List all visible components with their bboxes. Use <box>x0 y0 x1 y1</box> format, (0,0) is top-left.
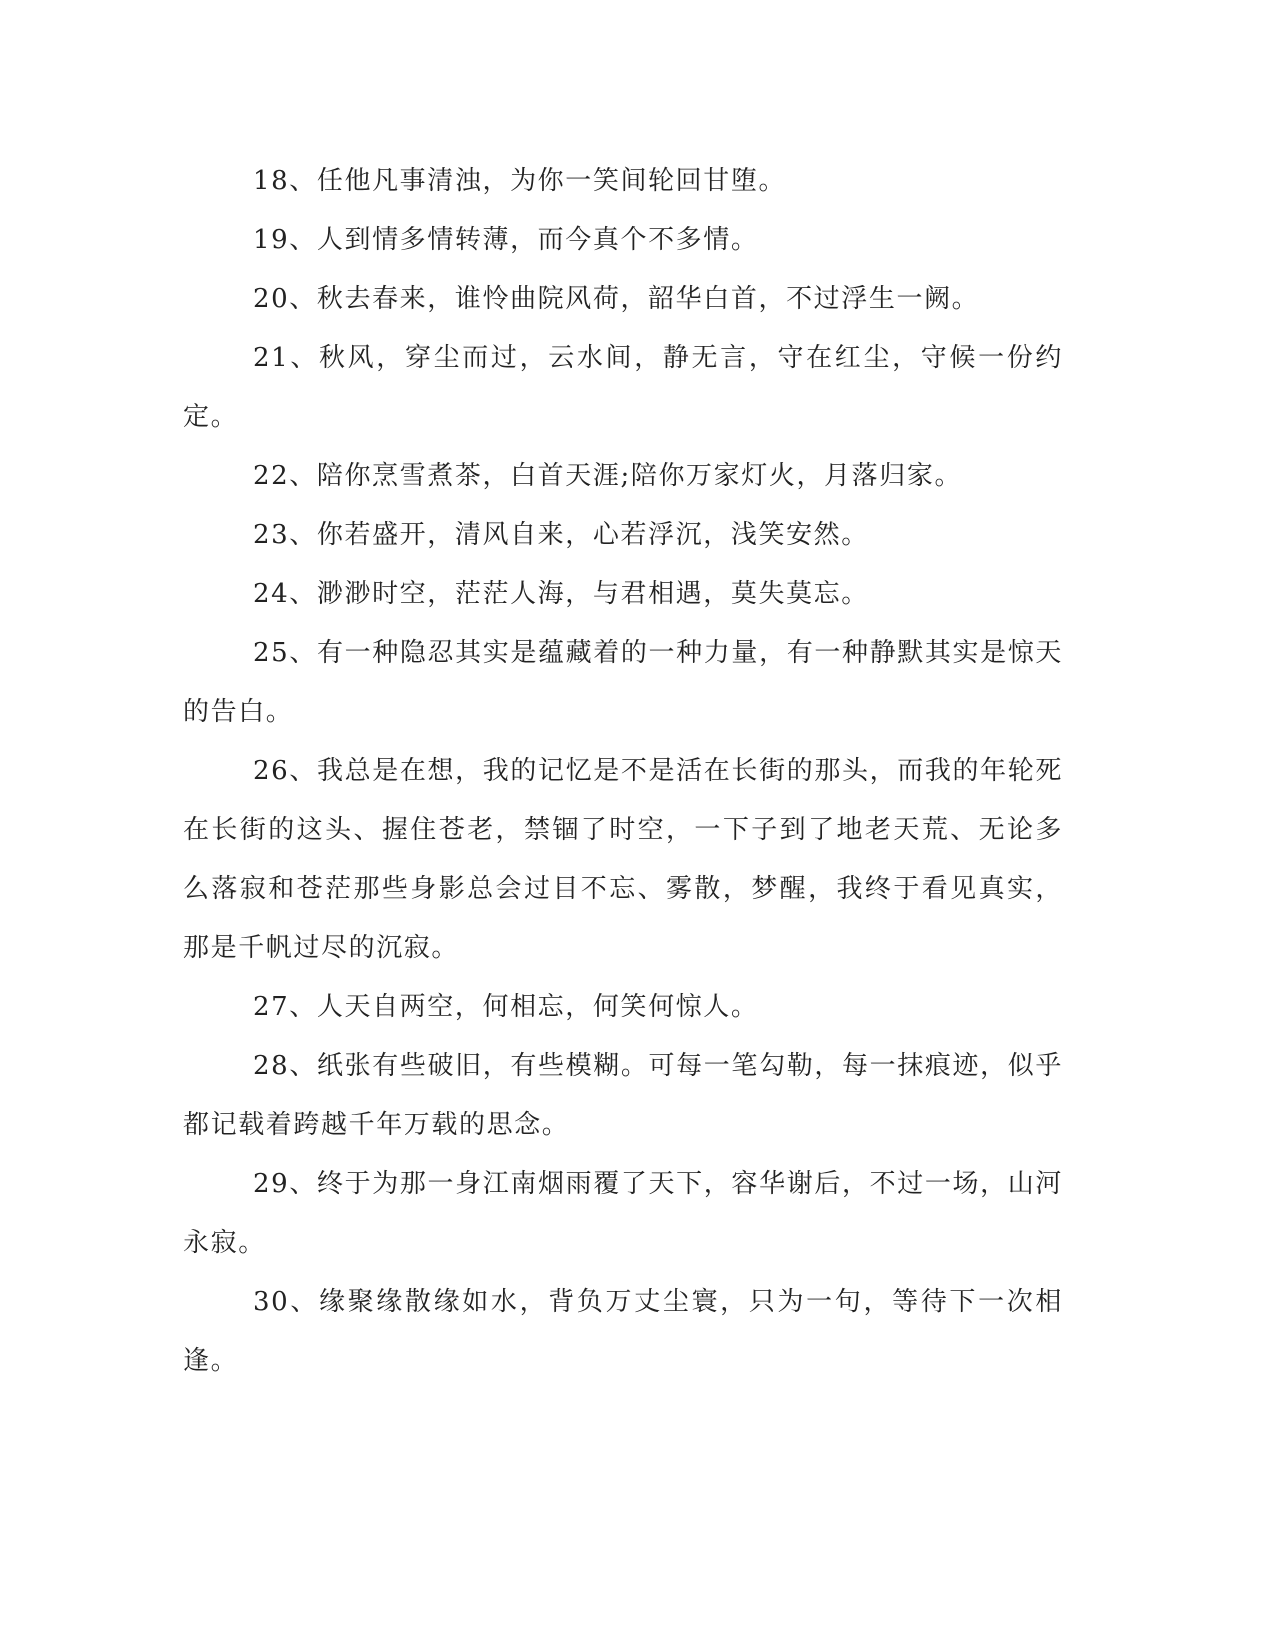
paragraph-28: 28、纸张有些破旧，有些模糊。可每一笔勾勒，每一抹痕迹，似乎都记载着跨越千年万载的思念。 <box>183 1051 1063 1140</box>
paragraph-30: 30、缘聚缘散缘如水，背负万丈尘寰，只为一句，等待下一次相逢。 <box>183 1287 1063 1376</box>
document-body <box>183 152 1063 1391</box>
paragraph-22: 22、陪你烹雪煮茶，白首天涯;陪你万家灯火，月落归家。 <box>253 461 963 491</box>
paragraph-23: 23、你若盛开，清风自来，心若浮沉，浅笑安然。 <box>253 520 869 550</box>
paragraph-29: 29、终于为那一身江南烟雨覆了天下，容华谢后，不过一场，山河永寂。 <box>183 1169 1063 1258</box>
paragraph-19: 19、人到情多情转薄，而今真个不多情。 <box>253 225 759 255</box>
paragraph-18: 18、任他凡事清浊，为你一笑间轮回甘堕。 <box>253 166 787 196</box>
paragraph-20: 20、秋去春来，谁怜曲院风荷，韶华白首，不过浮生一阙。 <box>253 284 980 314</box>
paragraph-25: 25、有一种隐忍其实是蕴藏着的一种力量，有一种静默其实是惊天的告白。 <box>183 638 1063 727</box>
paragraph-24: 24、渺渺时空，茫茫人海，与君相遇，莫失莫忘。 <box>253 579 869 609</box>
paragraph-27: 27、人天自两空，何相忘，何笑何惊人。 <box>253 992 759 1022</box>
paragraph-21: 21、秋风，穿尘而过，云水间，静无言，守在红尘，守候一份约定。 <box>183 343 1063 432</box>
paragraph-26: 26、我总是在想，我的记忆是不是活在长街的那头，而我的年轮死在长街的这头、握住苍老，禁锢了时空，一下子到了地老天荒、无论多么落寂和苍茫那些身影总会过目不忘、雾散，梦醒，我终于看见真实，那是千帆过尽的沉寂。 <box>183 756 1063 963</box>
